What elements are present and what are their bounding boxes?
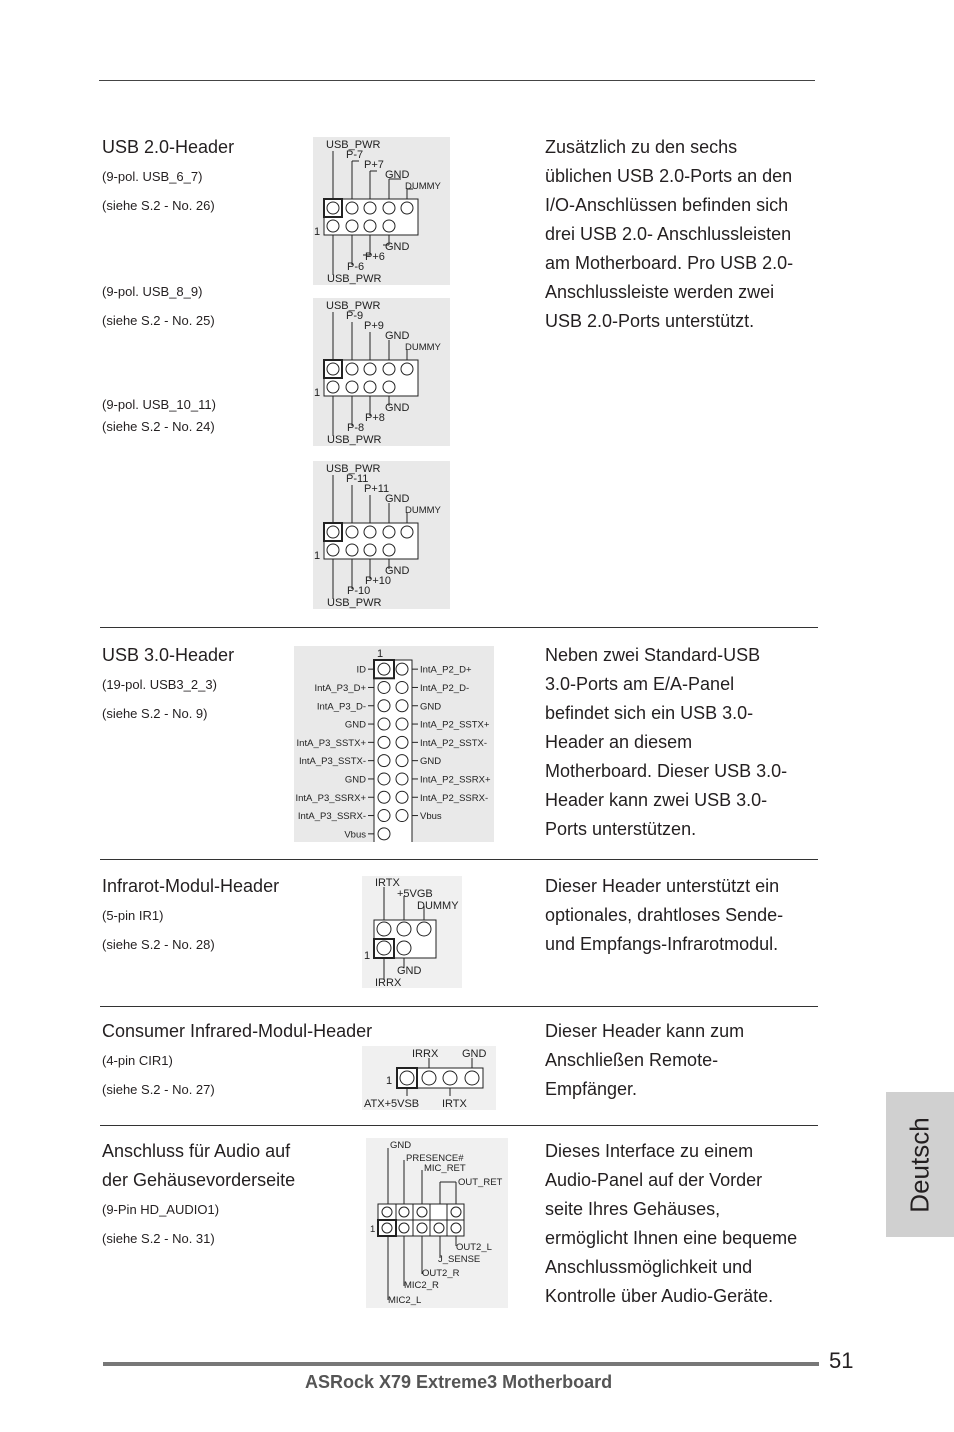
usb3-description <box>545 641 825 844</box>
usb3-label-left-3: GND <box>344 719 366 731</box>
usb2-1-top-4: DUMMY <box>405 181 441 192</box>
audio-desc-4: ermöglicht Ihnen eine bequeme <box>545 1228 798 1248</box>
ir-top-2: DUMMY <box>417 900 459 912</box>
divider-4 <box>100 1125 818 1126</box>
usb3-header-diagram <box>294 646 494 842</box>
ir-bot-1: IRRX <box>375 977 402 988</box>
usb3-label-left-8: IntA_P3_SSRX- <box>297 811 366 823</box>
usb2-line-3: (9-pol. USB_8_9) <box>102 284 203 299</box>
usb2-line-6: (siehe S.2 - No. 24) <box>102 419 215 434</box>
usb3-desc-2: 3.0-Ports am E/A-Panel <box>545 674 735 694</box>
audio-top-3: OUT_RET <box>458 1177 503 1188</box>
usb3-label-right-3: IntA_P2_SSTX+ <box>420 719 490 731</box>
usb2-2-top-3: GND <box>385 330 410 342</box>
ir-top-1: +5VGB <box>397 888 433 900</box>
audio-bot-0: OUT2_L <box>456 1242 492 1253</box>
divider-3 <box>100 1006 818 1007</box>
audio-line-1: (9-Pin HD_AUDIO1) <box>102 1202 220 1217</box>
cir-title: Consumer Infrared-Modul-Header <box>102 1021 373 1041</box>
usb3-label-right-0: IntA_P2_D+ <box>420 664 472 676</box>
usb2-1-top-0: USB_PWR <box>326 139 381 151</box>
usb2-1-bot-1: P+6 <box>365 251 385 263</box>
usb2-line-1: (9-pol. USB_6_7) <box>102 169 203 184</box>
ir-desc-1: Dieser Header unterstützt ein <box>545 876 780 896</box>
audio-header-diagram <box>366 1138 508 1308</box>
usb2-3-bot-3: USB_PWR <box>327 597 382 609</box>
usb2-description <box>545 133 825 336</box>
usb3-label-right-8: Vbus <box>420 811 442 823</box>
usb3-desc-1: Neben zwei Standard-USB <box>545 645 761 665</box>
usb3-label-right-2: GND <box>420 701 442 713</box>
ir-desc-3: und Empfangs-Infrarotmodul. <box>545 934 779 954</box>
usb2-1-pin1: 1 <box>314 226 321 238</box>
ir-title: Infrarot-Modul-Header <box>102 876 280 896</box>
usb3-desc-6: Header kann zwei USB 3.0- <box>545 790 768 810</box>
usb2-desc-4: drei USB 2.0- Anschlussleisten <box>545 224 792 244</box>
usb2-3-top-4: DUMMY <box>405 505 441 516</box>
usb2-2-top-0: USB_PWR <box>326 300 381 312</box>
cir-top-1: GND <box>462 1048 487 1060</box>
usb3-pinout-svg <box>294 646 494 842</box>
usb3-label-left-2: IntA_P3_D- <box>316 701 366 713</box>
cir-pin1: 1 <box>386 1075 393 1087</box>
usb3-pin1-label: 1 <box>377 648 384 660</box>
usb2-3-bot-0: GND <box>385 565 410 577</box>
usb3-desc-5: Motherboard. Dieser USB 3.0- <box>545 761 788 781</box>
usb2-3-pin1: 1 <box>314 550 321 562</box>
audio-top-2: MIC_RET <box>424 1163 466 1174</box>
usb2-1-top-3: GND <box>385 169 410 181</box>
usb2-2-bot-0: GND <box>385 402 410 414</box>
usb3-label-right-7: IntA_P2_SSRX- <box>420 792 489 804</box>
ir-top-0: IRTX <box>375 877 400 889</box>
audio-bot-1: J_SENSE <box>438 1254 481 1265</box>
usb3-label-right-4: IntA_P2_SSTX- <box>420 737 488 749</box>
ir-pin1: 1 <box>364 950 371 962</box>
ir-line-2: (siehe S.2 - No. 28) <box>102 937 215 952</box>
audio-desc-5: Anschlussmöglichkeit und <box>545 1257 753 1277</box>
usb2-header-diagram-3 <box>313 461 450 609</box>
cir-bot-1: IRTX <box>442 1098 467 1110</box>
usb2-1-bot-2: P-6 <box>347 261 365 273</box>
usb3-label-right-1: IntA_P2_D- <box>420 682 470 694</box>
usb2-3-top-1: P-11 <box>346 473 369 485</box>
audio-top-1: PRESENCE# <box>406 1153 464 1164</box>
usb2-1-top-1: P-7 <box>346 149 364 161</box>
usb2-3-bot-1: P+10 <box>365 575 391 587</box>
ir-header-diagram <box>362 876 462 988</box>
usb3-label-right-5: GND <box>420 756 442 768</box>
audio-top-0: GND <box>390 1140 412 1151</box>
usb2-desc-5: am Motherboard. Pro USB 2.0- <box>545 253 794 273</box>
usb3-label-right-6: IntA_P2_SSRX+ <box>420 774 491 786</box>
usb2-3-top-0: USB_PWR <box>326 463 381 475</box>
usb2-desc-3: I/O-Anschlüssen befinden sich <box>545 195 789 215</box>
usb2-2-top-2: P+9 <box>364 320 384 332</box>
usb2-desc-2: üblichen USB 2.0-Ports an den <box>545 166 793 186</box>
ir-description <box>545 872 825 959</box>
usb2-header-diagram-1 <box>313 137 450 285</box>
usb3-desc-4: Header an diesem <box>545 732 693 752</box>
ir-bot-0: GND <box>397 965 422 977</box>
audio-pin1: 1 <box>370 1224 376 1235</box>
usb2-2-bot-2: P-8 <box>347 422 365 434</box>
usb2-3-top-2: P+11 <box>364 483 390 495</box>
usb2-desc-6: Anschlussleiste werden zwei <box>545 282 775 302</box>
usb2-desc-1: Zusätzlich zu den sechs <box>545 137 738 157</box>
top-rule <box>99 80 815 81</box>
audio-bot-3: MIC2_R <box>404 1280 439 1291</box>
ir-desc-2: optionales, drahtloses Sende- <box>545 905 784 925</box>
usb2-2-pin1: 1 <box>314 387 321 399</box>
usb2-1-bot-3: USB_PWR <box>327 273 382 285</box>
audio-desc-3: seite Ihres Gehäuses, <box>545 1199 721 1219</box>
cir-desc-2: Anschließen Remote- <box>545 1050 719 1070</box>
usb3-line-2: (siehe S.2 - No. 9) <box>102 706 208 721</box>
usb3-title: USB 3.0-Header <box>102 645 235 665</box>
audio-desc-1: Dieses Interface zu einem <box>545 1141 754 1161</box>
usb3-label-left-1: IntA_P3_D+ <box>314 682 366 694</box>
language-side-tab-label: Deutsch <box>904 1116 935 1213</box>
cir-bot-0: ATX+5VSB <box>364 1098 420 1110</box>
audio-desc-6: Kontrolle über Audio-Geräte. <box>545 1286 774 1306</box>
cir-header-diagram <box>362 1046 496 1110</box>
usb2-3-top-3: GND <box>385 493 410 505</box>
usb2-desc-7: USB 2.0-Ports unterstützt. <box>545 311 755 331</box>
usb3-line-1: (19-pol. USB3_2_3) <box>102 677 217 692</box>
cir-line-2: (siehe S.2 - No. 27) <box>102 1082 215 1097</box>
usb3-desc-7: Ports unterstützen. <box>545 819 697 839</box>
audio-bot-2: OUT2_R <box>422 1268 460 1279</box>
cir-line-1: (4-pin CIR1) <box>102 1053 173 1068</box>
usb2-line-2: (siehe S.2 - No. 26) <box>102 198 215 213</box>
usb2-2-top-4: DUMMY <box>405 342 441 353</box>
usb3-desc-3: befindet sich ein USB 3.0- <box>545 703 754 723</box>
usb3-label-left-9: Vbus <box>344 829 366 841</box>
usb2-line-4: (siehe S.2 - No. 25) <box>102 313 215 328</box>
page-number: 51 <box>829 1348 854 1373</box>
usb2-line-5: (9-pol. USB_10_11) <box>102 397 216 412</box>
usb3-label-left-4: IntA_P3_SSTX+ <box>296 737 366 749</box>
ir-line-1: (5-pin IR1) <box>102 908 164 923</box>
cir-desc-1: Dieser Header kann zum <box>545 1021 745 1041</box>
usb3-body <box>374 660 412 842</box>
usb2-header-diagram-2 <box>313 298 450 446</box>
usb3-label-left-7: IntA_P3_SSRX+ <box>295 792 366 804</box>
cir-top-0: IRRX <box>412 1048 439 1060</box>
usb3-label-left-6: GND <box>344 774 366 786</box>
usb2-1-bot-0: GND <box>385 241 410 253</box>
usb2-2-top-1: P-9 <box>346 310 364 322</box>
usb2-3-bot-2: P-10 <box>347 585 371 597</box>
divider-2 <box>100 859 818 860</box>
usb2-title: USB 2.0-Header <box>102 137 235 157</box>
divider-1 <box>100 627 818 628</box>
usb3-label-left-5: IntA_P3_SSTX- <box>298 756 366 768</box>
language-side-tab <box>886 1092 954 1237</box>
footer-title: ASRock X79 Extreme3 Motherboard <box>305 1372 613 1392</box>
usb2-2-bot-3: USB_PWR <box>327 434 382 446</box>
cir-description <box>545 1017 825 1104</box>
audio-line-2: (siehe S.2 - No. 31) <box>102 1231 215 1246</box>
cir-desc-3: Empfänger. <box>545 1079 638 1099</box>
usb2-2-bot-1: P+8 <box>365 412 385 424</box>
footer-rule <box>103 1362 819 1366</box>
usb2-1-top-2: P+7 <box>364 159 384 171</box>
usb3-label-left-0: ID <box>356 664 366 676</box>
audio-title: Anschluss für Audio auf <box>102 1141 291 1161</box>
audio-desc-2: Audio-Panel auf der Vorder <box>545 1170 763 1190</box>
audio-title-2: der Gehäusevorderseite <box>102 1170 296 1190</box>
audio-bot-4: MIC2_L <box>388 1295 422 1306</box>
audio-description <box>545 1137 825 1311</box>
